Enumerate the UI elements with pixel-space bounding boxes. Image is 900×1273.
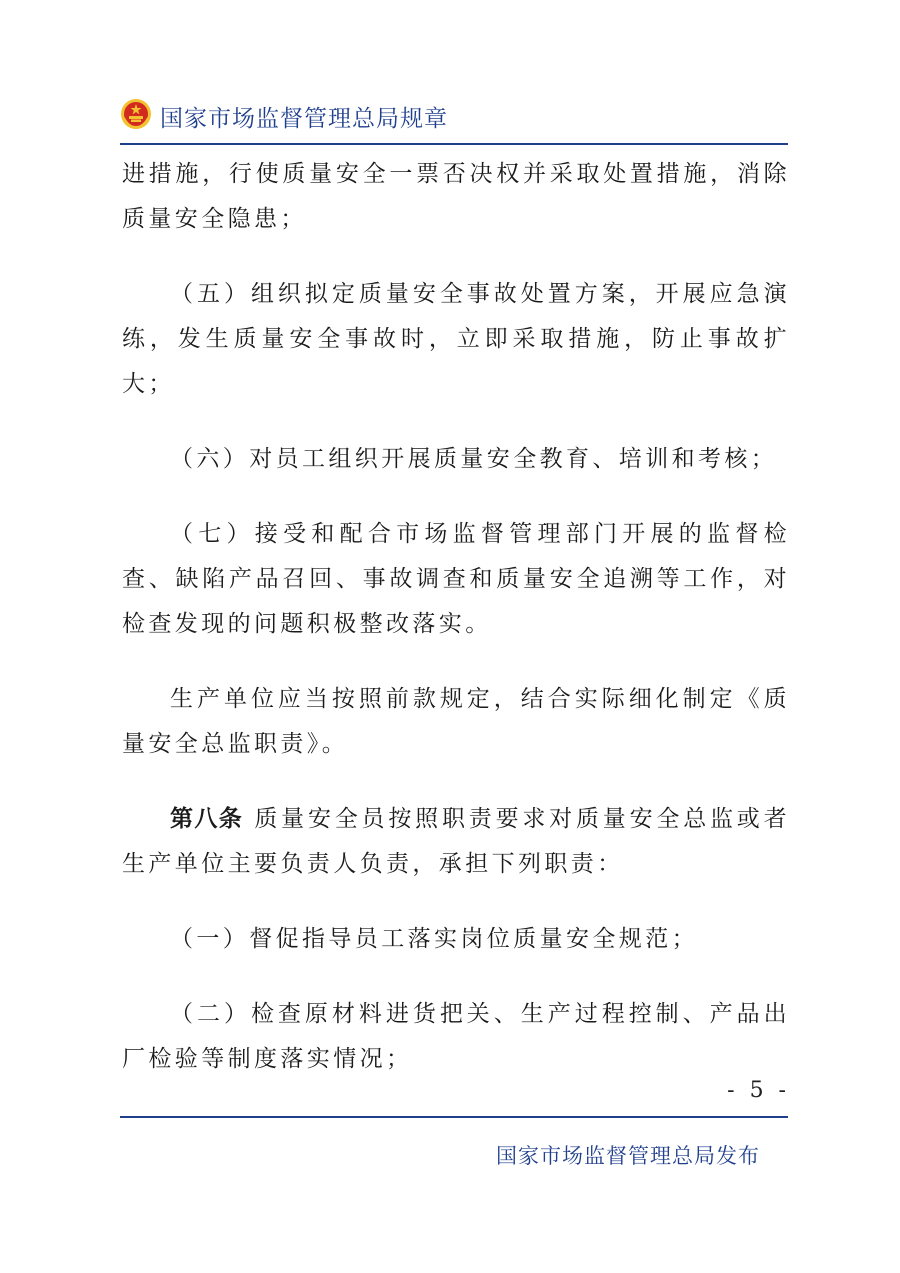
page-number: - 5 - [727,1078,790,1103]
article-8-paragraph [122,797,790,887]
national-emblem-icon [120,98,152,130]
paragraph-item-7: （七）接受和配合市场监督管理部门开展的监督检查、缺陷产品召回、事故调查和质量安全追溯等工作，对检查发现的问题积极整改落实。 [122,521,790,637]
footer-divider [120,1116,788,1118]
paragraph-item-5: （五）组织拟定质量安全事故处置方案，开展应急演练，发生质量安全事故时，立即采取措施，防止事故扩大； [122,281,790,397]
paragraph-note: 生产单位应当按照前款规定，结合实际细化制定《质量安全总监职责》。 [122,686,790,757]
header-divider [120,143,788,145]
paragraph-item-2: （二）检查原材料进货把关、生产过程控制、产品出厂检验等制度落实情况； [122,1001,790,1072]
document-body [122,152,790,1082]
paragraph-continued: 进措施，行使质量安全一票否决权并采取处置措施，消除质量安全隐患； [122,161,790,232]
paragraph-item-6: （六）对员工组织开展质量安全教育、培训和考核； [170,446,778,472]
paragraph-item-1: （一）督促指导员工落实岗位质量安全规范； [170,926,698,952]
footer-publisher: 国家市场监督管理总局发布 [496,1144,760,1168]
header-title: 国家市场监督管理总局规章 [160,106,448,132]
article-8-heading: 第八条 [170,806,244,832]
article-8-text: 质量安全员按照职责要求对质量安全总监或者生产单位主要负责人负责，承担下列职责： [122,806,791,877]
page-header [120,98,788,144]
